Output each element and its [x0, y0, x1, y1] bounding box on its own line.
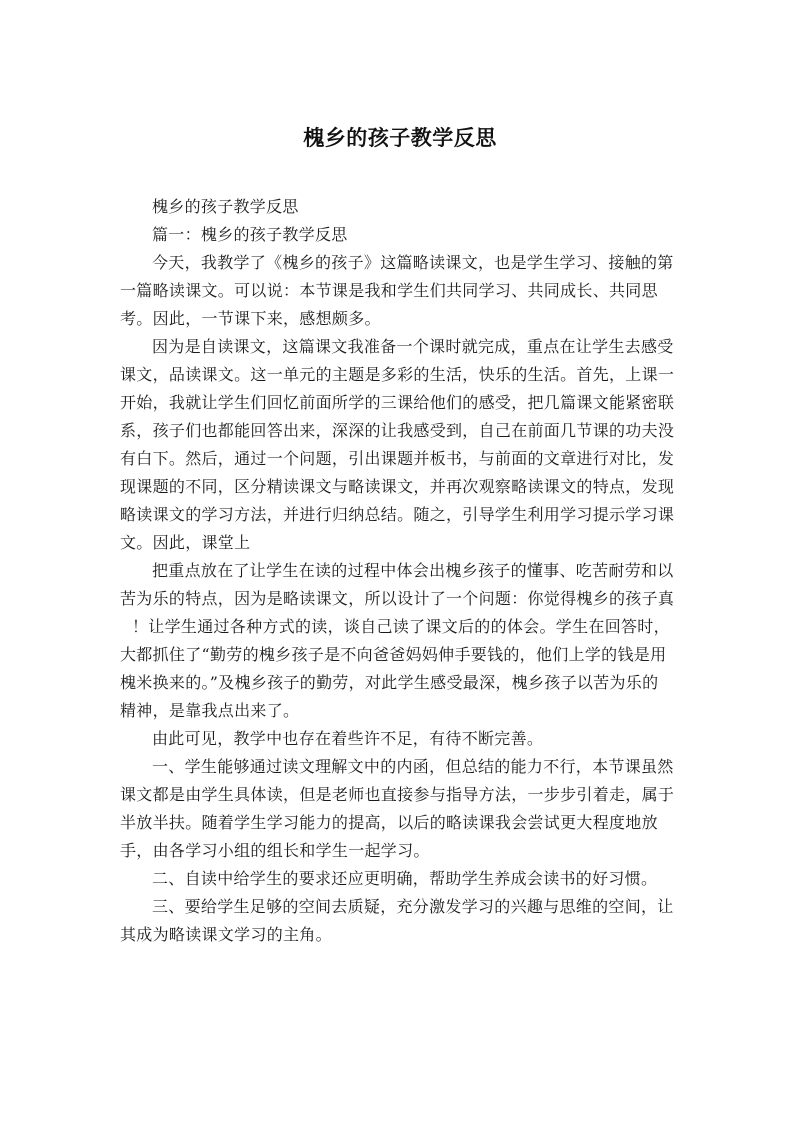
paragraph-intro	[120, 249, 680, 333]
paragraph-line: 其成为略读课文学习的主角。	[120, 925, 332, 944]
paragraph-line: 槐乡的孩子教学反思	[152, 197, 299, 216]
paragraph-line: 二、自读中给学生的要求还应更明确，帮助学生养成会读书的好习惯。	[152, 869, 658, 888]
paragraph-line: 三、要给学生足够的空间去质疑，充分激发学习的兴趣与思维的空间，让	[152, 897, 674, 916]
paragraph-point-three	[120, 893, 680, 949]
paragraph-focus	[120, 557, 680, 725]
paragraph-line: 今天，我教学了《槐乡的孩子》这篇略读课文，也是学生学习、接触的第	[152, 253, 674, 272]
paragraph-subtitle	[120, 193, 680, 221]
paragraph-line: ！让学生通过各种方式的读，谈自己读了课文后的的体会。学生在回答时，	[132, 617, 670, 636]
document-body	[120, 193, 680, 949]
paragraph-line: 由此可见，教学中也存在着些许不足，有待不断完善。	[152, 729, 544, 748]
paragraph-section-heading	[120, 221, 680, 249]
paragraph-line: 因为是自读课文，这篇课文我准备一个课时就完成，重点在让学生去感受	[152, 337, 674, 356]
paragraph-shortcomings	[120, 725, 680, 753]
paragraph-line: 现课题的不同，区分精读课文与略读课文，并再次观察略读课文的特点，发现	[120, 477, 675, 496]
paragraph-line: 把重点放在了让学生在读的过程中体会出槐乡孩子的懂事、吃苦耐劳和以	[152, 561, 674, 580]
paragraph-line: 课文都是由学生具体读，但是老师也直接参与指导方法，一步步引着走，属于	[120, 785, 675, 804]
paragraph-line: 略读课文的学习方法，并进行归纳总结。随之，引导学生利用学习提示学习课	[120, 505, 675, 524]
paragraph-line: 有白下。然后，通过一个问题，引出课题并板书，与前面的文章进行对比，发	[120, 449, 675, 468]
document-title: 槐乡的孩子教学反思	[303, 126, 497, 150]
paragraph-line: 文。因此，课堂上	[120, 533, 251, 552]
paragraph-line: 系，孩子们也都能回答出来，深深的让我感受到，自己在前面几节课的功夫没	[120, 421, 675, 440]
paragraph-line: 考。因此，一节课下来，感想颇多。	[120, 309, 381, 328]
paragraph-line: 大都抓住了“勤劳的槐乡孩子是不向爸爸妈妈伸手要钱的，他们上学的钱是用	[120, 645, 667, 664]
paragraph-line: 一、学生能够通过读文理解文中的内函，但总结的能力不行，本节课虽然	[152, 757, 674, 776]
paragraph-line: 半放半扶。随着学生学习能力的提高，以后的略读课我会尝试更大程度地放	[120, 813, 658, 832]
paragraph-line: 课文，品读课文。这一单元的主题是多彩的生活，快乐的生活。首先，上课一	[120, 365, 675, 384]
paragraph-line: 精神，是靠我点出来了。	[120, 701, 300, 720]
paragraph-line: 篇一：槐乡的孩子教学反思	[152, 225, 348, 244]
paragraph-point-one	[120, 753, 680, 865]
paragraph-line: 开始，我就让学生们回忆前面所学的三课给他们的感受，把几篇课文能紧密联	[120, 393, 675, 412]
paragraph-line: 苦为乐的特点，因为是略读课文，所以设计了一个问题：你觉得槐乡的孩子真	[120, 589, 675, 608]
paragraph-lesson-plan	[120, 333, 680, 557]
paragraph-point-two	[120, 865, 680, 893]
paragraph-line: 槐米换来的。”及槐乡孩子的勤劳，对此学生感受最深，槐乡孩子以苦为乐的	[120, 673, 659, 692]
paragraph-line: 一篇略读课文。可以说：本节课是我和学生们共同学习、共同成长、共同思	[120, 281, 658, 300]
paragraph-line: 手，由各学习小组的组长和学生一起学习。	[120, 841, 430, 860]
